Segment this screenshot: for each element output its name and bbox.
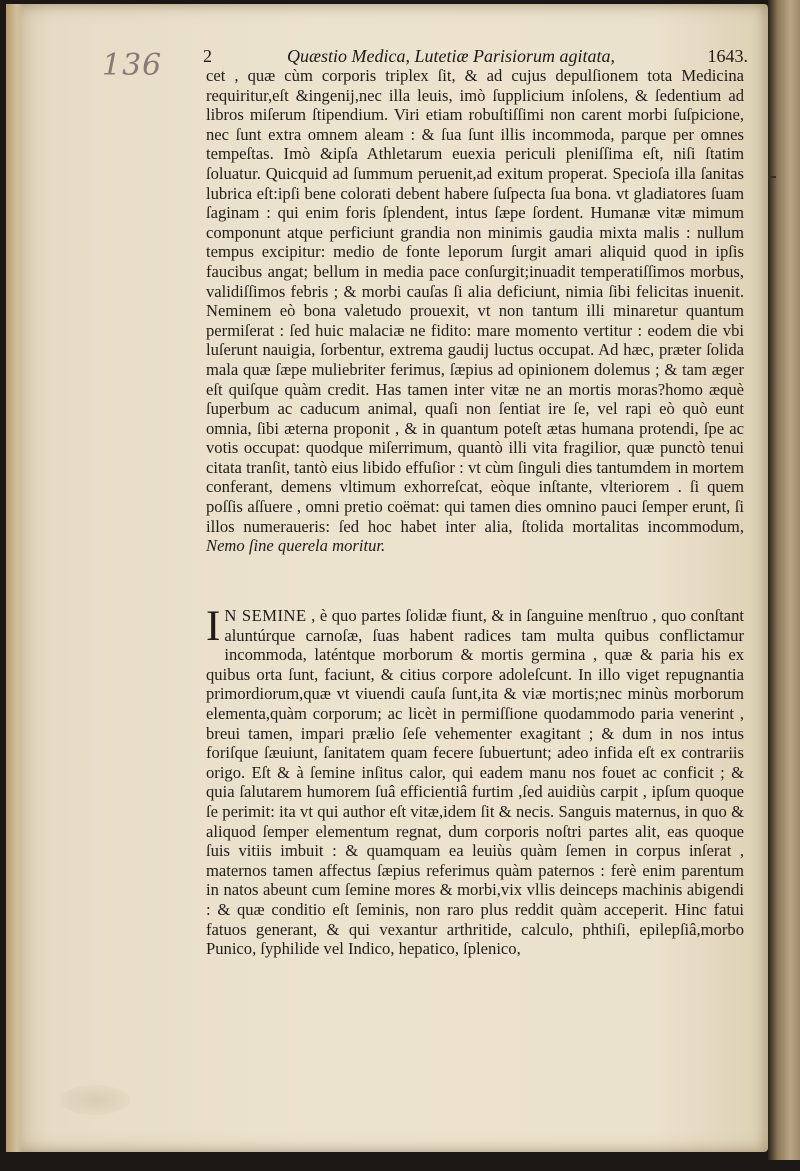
running-head-year: 1643. [707, 46, 748, 66]
drop-cap: I [206, 603, 221, 650]
paragraph-1-closing: Nemo ſine querela moritur. [206, 536, 386, 556]
paragraph-2 [206, 603, 744, 959]
paragraph-2-lead: N SEMINE [224, 606, 307, 625]
paragraph-1-text: cet , quæ cùm corporis triplex ſit, & ad cujus depulſionem tota Medicina requiritur,eſt &ingenij,nec illa leuis, imò ſupplicium inſolens, & ſedentium ad libros miſerum ſtipendium. Viri etiam robuſtiſſimi non carent morbi ſuſpicione, nec ſunt extra omnem aleam : & ſua ſunt illis incommoda, parque per omnes tempeſtas. Imò &ipſa Athletarum euexia periculi pleniſſima eſt, niſi ſtatim ſoluatur. Quicquid ad ſummum peruenit,ad exitum properat. Specioſa illa ſanitas lubrica eſt:ipſi bene colorati debent habere ſuſpecta ſua bona. vt gladiatores ſuam ſaginam : qui enim foris ſplendent, intus ſæpe ſordent. Humanæ vitæ mimum componunt atque perficiunt grandia non minimis gaudia mixta malis : nullum tempus excipitur: medio de fonte leporum ſurgit amari aliquid quod in ipſis faucibus angat; bellum in media pace conſurgit;inuadit temperatiſſimos morbus, validiſſimos febris ; & morbi cauſas ſi alia deficiunt, nimia ſibi felicitas inuenit. Neminem eò bona valetudo prouexit, vt non tantum illi minaretur quantum permiſerat : ſed huic malaciæ ne fidito: mare momento vertitur : eodem die vbi luſerunt nauigia, ſorbentur, extrema gaudij luctus occupat. Ad hæc, præter ſolida mala quæ ſæpe muliebriter ferimus, ſæpius ad opinionem dolemus ; & tam æger eſt quiſque quàm credit. Has tamen inter vitæ ne an mortis moras?homo æquè ſuperbum ac caducum animal, quaſi non ſentiat ire ſe, vel rapi eò quò eunt omnia, ſibi æterna proponit , & in quantum poteſt ætas humana protendi, ſpe ac votis occupat: quodque miſerrimum, quantò illi vita fragilior, quæ punctò tenui citata tranſit, tantò eius libido effuſior : vt cùm ſinguli dies tantumdem in mortem conferant, demens vltimum exhorreſcat, eòque inſtante, vlteriorem . ſi quem poſſis aſſuere , omni pretio coëmat: qui tamen dies omnino pauci ſemper erunt, ſi illos numeraueris: ſed hoc habet inter alia, ſtolida mortalitas incommodum, [206, 66, 744, 536]
page-gutter [6, 4, 24, 1152]
margin-mark [768, 176, 776, 178]
paragraph-2-text: , è quo partes ſolidæ fiunt, & in ſanguine menſtruo , quo conſtant aluntúrque carnoſæ, ſuas habent radices tam multa quibus conflictamur incommoda, laténtque morborum & mortis germina , quæ & paria his ex quibus orta ſunt, faciunt, & citius corpore adoleſcunt. In illo viget repugnantia primordiorum,quæ vt viuendi cauſa ſunt,ita & viæ mortis;nec minùs morborum elementa,quàm corporum; ac licèt in permiſſione quodammodo paria venerint , breui tamen, impari prælio ſeſe vehementer exagitant ; & dum in nos intus foriſque ſæuiunt, ſanitatem quam fecere ſubuertunt; adeo infida eſt ex contrariis origo. Eſt & à ſemine inſitus calor, qui eadem manu nos fouet ac conficit ; & quia ſalutarem humorem ſuâ efficientiâ furtim ,ſed auidiùs carpit , ipſum quoque ſe perimit: ita vt qui author eſt vitæ,idem ſit & necis. Sanguis maternus, in quo & aliquod ſemper elementum regnat, dum corporis noſtri partes alit, eas quoque ſuis vitiis imbuit : & quamquam ea leuiùs quàm ſemen in corpus inſerat , maternos tamen affectus ſæpius referimus quàm paternos : ferè enim parentum in natos abeunt cum ſemine mores & morbi,vix vllis deinceps machinis abigendi : & quæ conditio eſt ſeminis, non raro plus reddit quàm acceperit. Hinc fatui fatuos generant, & qui vexantur arthritide, calculo, phthiſi, epilepſiâ,morbo Punico, ſyphilide vel Indico, hepatico, ſplenico, [206, 606, 744, 959]
running-head-title: Quæstio Medica, Lutetiæ Parisiorum agitata, [287, 46, 616, 66]
adjacent-page-edge [768, 0, 800, 1160]
paper-stain [60, 1085, 130, 1115]
signature-mark: 2 [203, 46, 212, 66]
paragraph-1 [206, 66, 744, 556]
handwritten-page-number: 136 [102, 48, 163, 83]
